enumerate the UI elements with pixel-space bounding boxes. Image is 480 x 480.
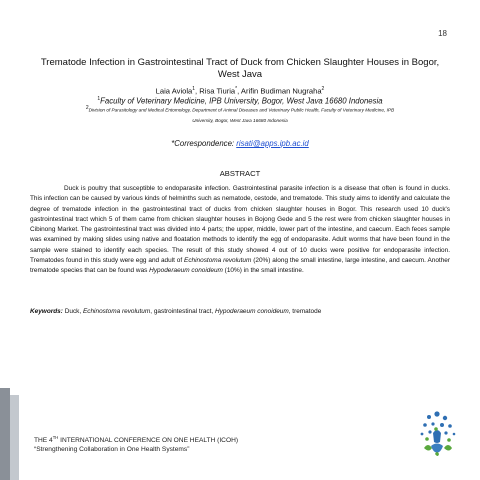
- author-name: Arifin Budiman Nugraha: [240, 86, 322, 96]
- keywords-text: Duck,: [62, 308, 83, 315]
- correspondence-label: *Correspondence:: [171, 139, 237, 148]
- conference-name-sup: TH: [52, 435, 59, 440]
- sidebar-decoration-dark: [0, 388, 10, 480]
- author-name: Laia Aviola: [155, 86, 193, 96]
- keyword-species: Hypoderaeum conoideum: [215, 308, 289, 315]
- conference-name-part: THE 4: [34, 437, 53, 445]
- keywords-text: , trematode: [288, 308, 322, 315]
- paper-title: Trematode Infection in Gastrointestinal Tract of Duck from Chicken Slaughter Houses in Bogor, West Java: [40, 57, 440, 80]
- abstract-text: (20%) along the small intestine, large intestine, and caecum. Another trematode species that can be found was: [30, 257, 450, 275]
- sidebar-decoration-light: [10, 395, 19, 480]
- conference-theme: “Strengthening Collaboration in One Health Systems”: [34, 446, 190, 454]
- author-sup: *: [235, 86, 238, 92]
- abstract-heading: ABSTRACT: [219, 169, 261, 178]
- abstract-text: (10%) in the small intestine.: [222, 267, 304, 275]
- conference-name: [34, 433, 238, 445]
- author-line: Laia Aviola$^1$, Risa Tiuria*, Arifin Budiman Nugraha$^2$: [155, 86, 325, 96]
- correspondence-email-link[interactable]: risati@apps.ipb.ac.id: [236, 139, 309, 148]
- one-health-logo-icon: [416, 408, 460, 462]
- conference-name-part: INTERNATIONAL CONFERENCE ON ONE HEALTH (ICOH): [58, 437, 239, 445]
- abstract-text: Duck is poultry that susceptible to endoparasite infection. Gastrointestinal parasite infection is a disease that often is found in ducks. This infection can be caused by various kinds of helminths such as nematode, cestode, and trematode. This study aims to identify and calculate the degree of trematode infection in the gastrointestinal tract of ducks from chicken slaughter houses in Bogor. This research used 10 duck's gastrointestinal tract which 5 of them came from chicken slaughter houses in Bojong Gede and 5 the rest were from chicken slaughter houses in Cibinong Market. The gastrointestinal tract was divided into 4 parts; the upper, middle, lower part of the intestine, and caecum. Each feces sample was examined by making slides using native and floatation methods to identify the egg of endoparasite. Adult worms that have been found in the sample were stained to identify each species. The result of this study showed 4 out of 10 ducks were positive for endoparasite infection. Trematodes found in this study were egg and adult of: [30, 185, 450, 265]
- affiliation-sup: 2: [85, 105, 89, 111]
- keywords-text: , gastrointestinal tract,: [150, 308, 216, 315]
- species-name: Echinostoma revolutum: [184, 257, 252, 265]
- species-name: Hypoderaeum conoideum: [149, 267, 223, 275]
- keywords-label: Keywords:: [30, 308, 63, 315]
- affiliation-sup: 1: [97, 96, 101, 102]
- affiliation-text: Faculty of Veterinary Medicine, IPB University, Bogor, West Java 16680 Indonesia: [100, 96, 383, 106]
- correspondence: [30, 139, 450, 149]
- keyword-species: Echinostoma revolutum: [82, 308, 151, 315]
- affiliation-text: Division of Parasitology and Medical Entomology, Department of Animal Diseases and Veterinary Public Health, Faculty of Veterinary Medicine, IPB: [88, 107, 395, 113]
- abstract-body: [30, 184, 450, 277]
- affiliation-3: University, Bogor, West Java 16680 Indonesia: [192, 118, 288, 123]
- author-name: Risa Tiuria: [199, 86, 236, 96]
- affiliation-2: [30, 105, 450, 114]
- author-sup: 1: [192, 86, 196, 92]
- author-sup: 2: [321, 86, 325, 92]
- keywords: [30, 307, 450, 317]
- page-number: 18: [438, 29, 447, 38]
- conference-footer: [34, 433, 238, 454]
